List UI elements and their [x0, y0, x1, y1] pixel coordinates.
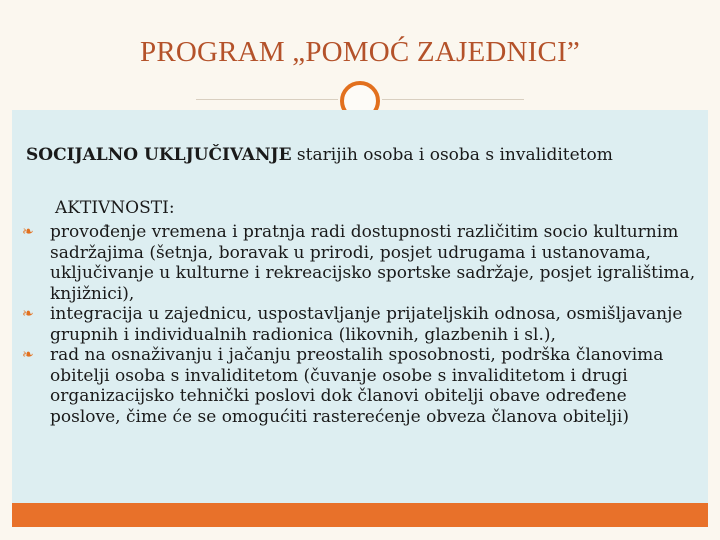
list-item [22, 345, 702, 427]
slide-title: PROGRAM „POMOĆ ZAJEDNICI” [139, 36, 580, 68]
list-item-text: integracija u zajednicu, uspostavljanje prijateljskih odnosa, osmišljavanje grupnih i individualnih radionica (likovnih, glazbenih i sl.), [50, 304, 683, 345]
list-item-text: rad na osnaživanju i jačanju preostalih sposobnosti, podrška članovima obitelji osoba s invaliditetom (čuvanje osobe s invaliditetom i drugi organizacijsko tehnički poslovi dok članovi obitelji obave određene poslove, čime će se omogućiti rasterećenje obveza članova obitelji) [50, 345, 664, 427]
bottom-accent-bar [12, 503, 708, 527]
list-item-text: provođenje vremena i pratnja radi dostupnosti različitim socio kulturnim sadržajima (šetnja, boravak u prirodi, posjet udrugama i ustanovama, uključivanje u kulturne i rekreacijsko sportske sadržaje, posjet igralištima, knjižnici), [50, 222, 696, 304]
section-heading [26, 145, 613, 165]
heading-bold: SOCIJALNO UKLJUČIVANJE [26, 145, 292, 165]
list-item [22, 222, 702, 304]
title-divider-right [382, 99, 524, 100]
wavy-bullet-icon: ❧ [22, 224, 34, 240]
list-item [22, 304, 702, 345]
heading-rest: starijih osoba i osoba s invaliditetom [291, 145, 613, 165]
activities-label: AKTIVNOSTI: [55, 198, 175, 218]
title-divider-left [196, 99, 338, 100]
wavy-bullet-icon: ❧ [22, 347, 34, 363]
wavy-bullet-icon: ❧ [22, 306, 34, 322]
activity-list [22, 222, 702, 427]
